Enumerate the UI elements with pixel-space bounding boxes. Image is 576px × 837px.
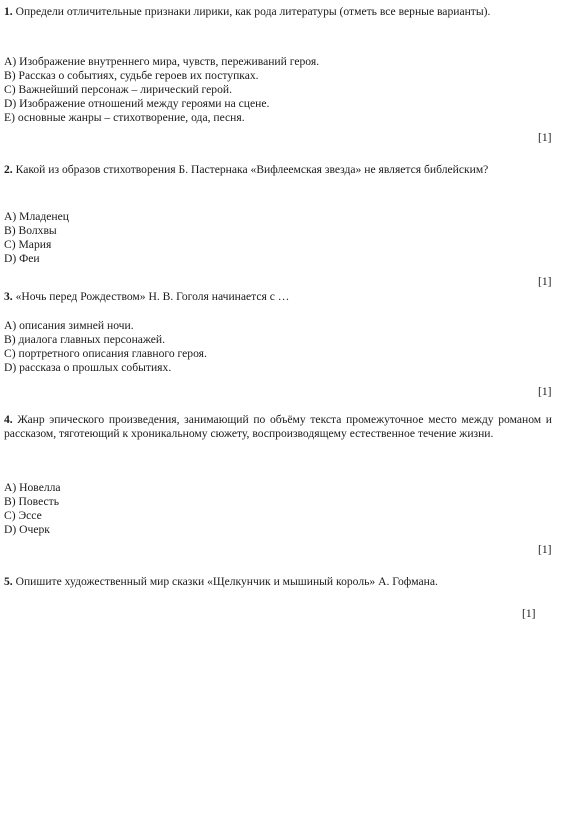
question-2-prompt: Какой из образов стихотворения Б. Пастернака «Вифлеемская звезда» не является библейским? [15, 163, 489, 176]
question-1-option-b: В) Рассказ о событиях, судьбе героев их поступках. [4, 69, 259, 82]
question-4-options [4, 481, 552, 537]
question-2-option-b: В) Волхвы [4, 224, 57, 237]
question-3-number: 3. [4, 290, 13, 303]
question-4-option-c: С) Эссе [4, 509, 42, 522]
question-1-number: 1. [4, 5, 13, 18]
question-1-option-e: Е) основные жанры – стихотворение, ода, песня. [4, 111, 245, 124]
question-1-options [4, 55, 552, 125]
question-4-option-b: В) Повесть [4, 495, 60, 508]
question-3-options [4, 319, 552, 375]
question-5-number: 5. [4, 575, 13, 588]
question-4-text [4, 413, 552, 441]
question-5-prompt: Опишите художественный мир сказки «Щелкунчик и мышиный король» А. Гофмана. [15, 575, 438, 588]
question-2-option-a: А) Младенец [4, 210, 69, 223]
question-5-mark: [1] [522, 607, 536, 620]
question-3-option-b: В) диалога главных персонажей. [4, 333, 166, 346]
question-1-option-a: А) Изображение внутреннего мира, чувств, переживаний героя. [4, 55, 320, 68]
question-4-mark: [1] [538, 543, 552, 556]
question-1-mark: [1] [538, 131, 552, 144]
question-2-number: 2. [4, 163, 13, 176]
question-3-prompt: «Ночь перед Рождеством» Н. В. Гоголя начинается с … [15, 290, 290, 303]
question-2-option-d: D) Феи [4, 252, 40, 265]
question-3-option-d: D) рассказа о прошлых событиях. [4, 361, 172, 374]
question-1-text [4, 5, 552, 19]
question-3-option-a: А) описания зимней ночи. [4, 319, 134, 332]
question-3-option-c: С) портретного описания главного героя. [4, 347, 207, 360]
question-2-text [4, 163, 552, 177]
question-2-mark: [1] [538, 275, 552, 288]
question-1-prompt: Определи отличительные признаки лирики, как рода литературы (отметь все верные варианты). [15, 5, 491, 18]
question-2-option-c: С) Мария [4, 238, 52, 251]
question-4-option-d: D) Очерк [4, 523, 50, 536]
question-1-option-d: D) Изображение отношений между героями на сцене. [4, 97, 270, 110]
question-1-option-c: С) Важнейший персонаж – лирический герой. [4, 83, 233, 96]
question-3-text [4, 290, 552, 304]
question-3-mark: [1] [538, 385, 552, 398]
question-5-text [4, 575, 552, 589]
question-2-options [4, 210, 552, 266]
question-4-option-a: А) Новелла [4, 481, 61, 494]
question-4-prompt: Жанр эпического произведения, занимающий по объёму текста промежуточное место между романом и рассказом, тяготеющий к хроникальному сюжету, воспроизводящему естественное течение жизни. [4, 413, 553, 440]
question-4-number: 4. [4, 413, 13, 426]
